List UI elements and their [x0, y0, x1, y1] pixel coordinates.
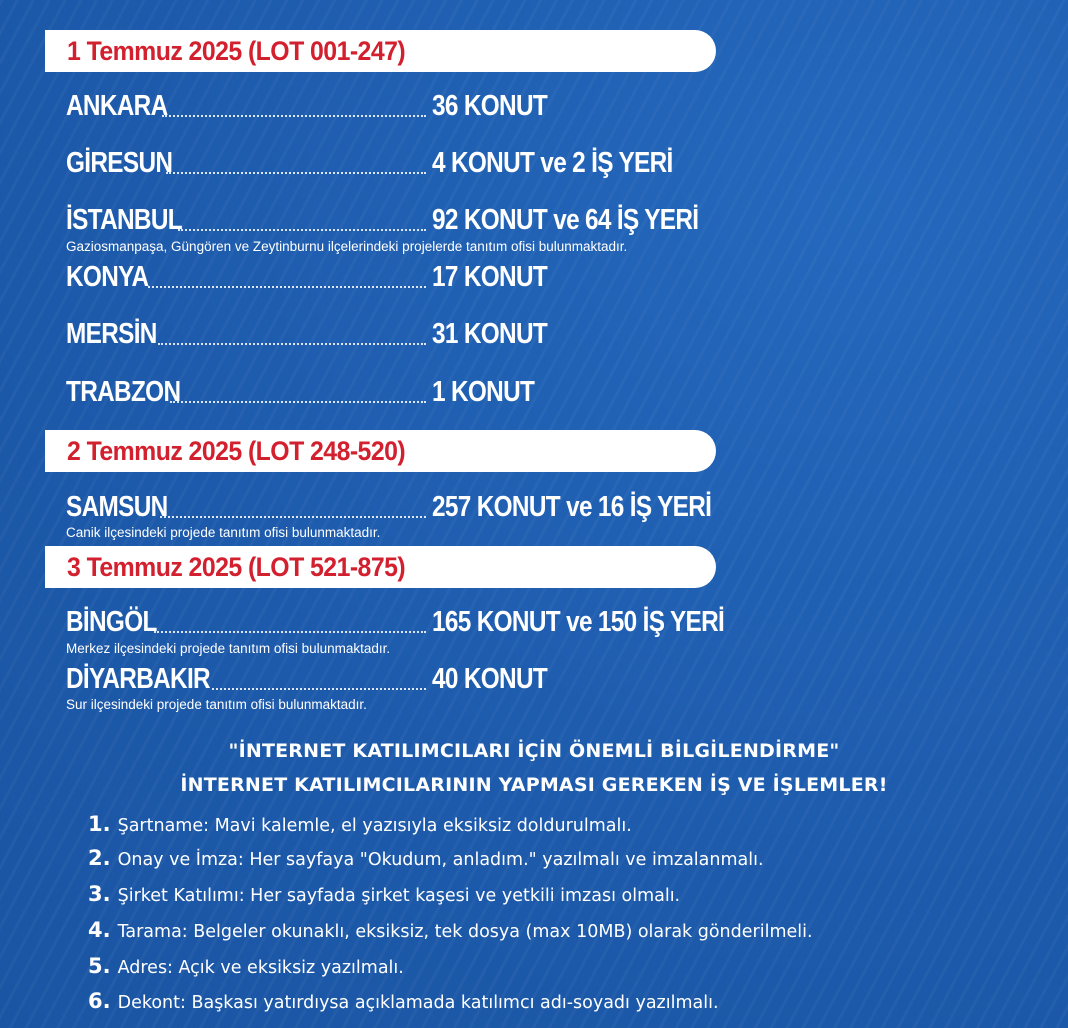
- dotted-leader: [170, 401, 426, 403]
- city-note-istanbul: Gaziosmanpaşa, Güngören ve Zeytinburnu ilçelerindeki projelerde tanıtım ofisi bulunmaktadır.: [66, 239, 628, 254]
- step-text: Adres: Açık ve eksiksiz yazılmalı.: [117, 958, 404, 978]
- info-step-3: [88, 882, 680, 906]
- info-step-5: [88, 954, 404, 978]
- step-number: 5.: [88, 954, 111, 978]
- section-banner-2-july: [45, 430, 716, 472]
- city-note-bingol: Merkez ilçesindeki projede tanıtım ofisi bulunmaktadır.: [66, 641, 391, 656]
- dotted-leader: [212, 688, 426, 690]
- city-name: MERSİN: [66, 318, 157, 350]
- unit-count: 165 KONUT ve 150 İŞ YERİ: [432, 606, 725, 638]
- info-step-6: [88, 989, 719, 1013]
- city-note-samsun: Canik ilçesindeki projede tanıtım ofisi bulunmaktadır.: [66, 525, 381, 540]
- unit-count: 257 KONUT ve 16 İŞ YERİ: [432, 491, 712, 523]
- step-number: 6.: [88, 989, 111, 1013]
- info-step-2: [88, 846, 764, 870]
- city-row-konya: [66, 257, 726, 297]
- dotted-leader: [154, 631, 426, 633]
- section-banner-3-july: [45, 546, 716, 588]
- city-name: KONYA: [66, 261, 149, 293]
- unit-count: 40 KONUT: [432, 663, 548, 695]
- step-text: Onay ve İmza: Her sayfaya "Okudum, anladım." yazılmalı ve imzalanmalı.: [117, 850, 764, 870]
- city-row-mersin: [66, 314, 726, 354]
- unit-count: 92 KONUT ve 64 İŞ YERİ: [432, 204, 699, 236]
- info-step-4: [88, 918, 813, 942]
- step-number: 1.: [88, 812, 111, 836]
- info-step-1: [88, 812, 632, 836]
- step-text: Dekont: Başkası yatırdıysa açıklamada katılımcı adı-soyadı yazılmalı.: [117, 993, 719, 1013]
- step-text: Şartname: Mavi kalemle, el yazısıyla eksiksiz doldurulmalı.: [117, 816, 632, 836]
- step-number: 4.: [88, 918, 111, 942]
- city-row-trabzon: [66, 372, 726, 412]
- dotted-leader: [160, 516, 426, 518]
- unit-count: 1 KONUT: [432, 376, 535, 408]
- section-title: 3 Temmuz 2025 (LOT 521-875): [67, 552, 406, 582]
- dotted-leader: [148, 286, 426, 288]
- dotted-leader: [162, 115, 426, 117]
- unit-count: 17 KONUT: [432, 261, 548, 293]
- dotted-leader: [178, 229, 426, 231]
- city-row-diyarbakir: [66, 659, 726, 699]
- section-title: 1 Temmuz 2025 (LOT 001-247): [67, 36, 406, 66]
- city-row-istanbul: [66, 200, 726, 240]
- city-note-diyarbakir: Sur ilçesindeki projede tanıtım ofisi bulunmaktadır.: [66, 697, 367, 712]
- city-name: DİYARBAKIR: [66, 663, 210, 695]
- unit-count: 4 KONUT ve 2 İŞ YERİ: [432, 147, 673, 179]
- city-name: SAMSUN: [66, 491, 168, 523]
- step-number: 2.: [88, 846, 111, 870]
- city-row-ankara: [66, 86, 726, 126]
- city-name: TRABZON: [66, 376, 181, 408]
- city-name: ANKARA: [66, 90, 168, 122]
- city-name: GİRESUN: [66, 147, 173, 179]
- info-subheading: İNTERNET KATILIMCILARININ YAPMASI GEREKEN İŞ VE İŞLEMLER!: [180, 774, 888, 796]
- dotted-leader: [166, 172, 426, 174]
- step-number: 3.: [88, 882, 111, 906]
- section-title: 2 Temmuz 2025 (LOT 248-520): [67, 436, 406, 466]
- city-row-bingol: [66, 602, 726, 642]
- city-row-giresun: [66, 143, 726, 183]
- info-heading: "İNTERNET KATILIMCILARI İÇİN ÖNEMLİ BİLGİLENDİRME": [228, 740, 840, 762]
- step-text: Tarama: Belgeler okunaklı, eksiksiz, tek dosya (max 10MB) olarak gönderilmeli.: [117, 922, 813, 942]
- unit-count: 31 KONUT: [432, 318, 548, 350]
- city-name: BİNGÖL: [66, 606, 157, 638]
- dotted-leader: [158, 343, 426, 345]
- section-banner-1-july: [45, 30, 716, 72]
- step-text: Şirket Katılımı: Her sayfada şirket kaşesi ve yetkili imzası olmalı.: [117, 886, 681, 906]
- city-row-samsun: [66, 487, 726, 527]
- unit-count: 36 KONUT: [432, 90, 548, 122]
- city-name: İSTANBUL: [66, 204, 182, 236]
